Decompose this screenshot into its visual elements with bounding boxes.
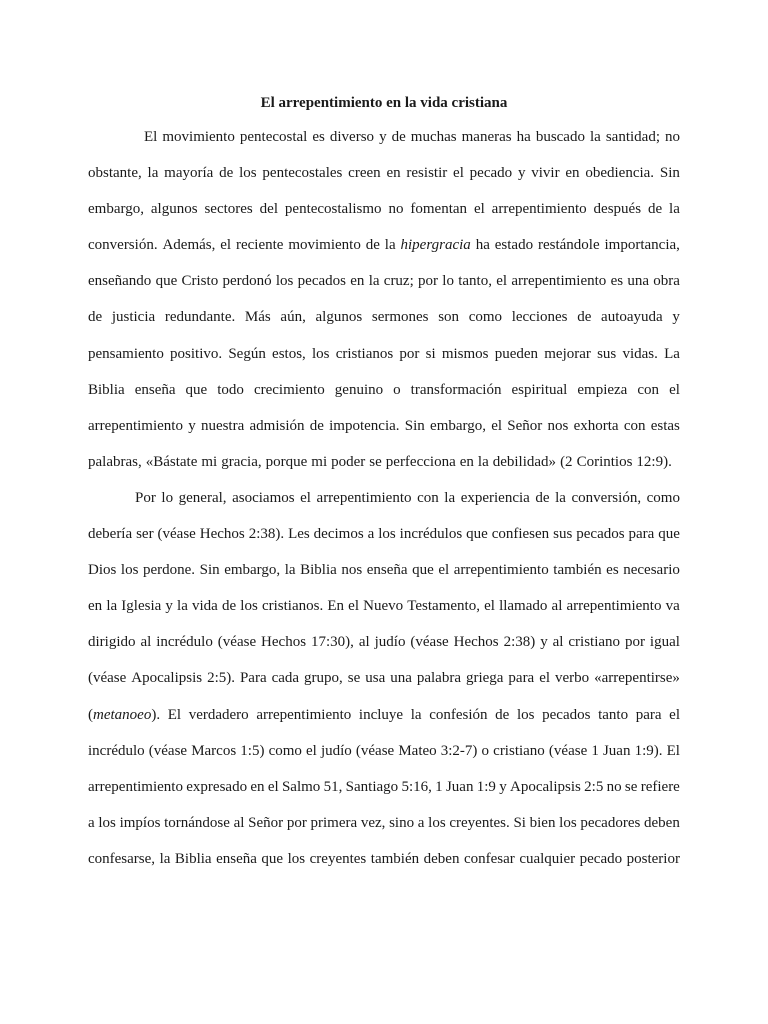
paragraph-1-line: embargo, algunos sectores del pentecostalismo no fomentan el arrepentimiento después de la xyxy=(88,201,680,218)
paragraph-2-line: (metanoeo). El verdadero arrepentimiento incluye la confesión de los pecados tanto para el xyxy=(88,706,680,723)
paragraph-2-line: Dios los perdone. Sin embargo, la Biblia nos enseña que el arrepentimiento también es necesario xyxy=(88,562,680,579)
paragraph-1-line: palabras, «Bástate mi gracia, porque mi poder se perfecciona en la debilidad» (2 Corintios 12:9). xyxy=(88,453,672,470)
paragraph-2-line: arrepentimiento expresado en el Salmo 51, Santiago 5:16, 1 Juan 1:9 y Apocalipsis 2:5 no se refiere xyxy=(88,778,680,795)
paragraph-2-line: a los impíos tornándose al Señor por primera vez, sino a los creyentes. Si bien los pecadores deben xyxy=(88,814,680,831)
document-body xyxy=(88,126,680,884)
paragraph-1-line: enseñando que Cristo perdonó los pecados en la cruz; por lo tanto, el arrepentimiento es una obra xyxy=(88,273,680,290)
paragraph-2-line: incrédulo (véase Marcos 1:5) como el judío (véase Mateo 3:2-7) o cristiano (véase 1 Juan 1:9). El xyxy=(88,742,680,759)
paragraph-1-line: Biblia enseña que todo crecimiento genuino o transformación espiritual empieza con el xyxy=(88,381,680,398)
paragraph-1-line: conversión. Además, el reciente movimiento de la hipergracia ha estado restándole importancia, xyxy=(88,237,680,254)
paragraph-1-line: pensamiento positivo. Según estos, los cristianos por si mismos pueden mejorar sus vidas. La xyxy=(88,345,680,362)
paragraph-2-line: Por lo general, asociamos el arrepentimiento con la experiencia de la conversión, como xyxy=(135,489,680,506)
paragraph-2-line: (véase Apocalipsis 2:5). Para cada grupo, se usa una palabra griega para el verbo «arrepentirse» xyxy=(88,670,680,687)
paragraph-2-line: en la Iglesia y la vida de los cristianos. En el Nuevo Testamento, el llamado al arrepentimiento va xyxy=(88,598,680,615)
paragraph-2-line: debería ser (véase Hechos 2:38). Les decimos a los incrédulos que confiesen sus pecados para que xyxy=(88,526,680,543)
paragraph-1-line: El movimiento pentecostal es diverso y de muchas maneras ha buscado la santidad; no xyxy=(144,129,680,145)
paragraph-1-line: de justicia redundante. Más aún, algunos sermones son como lecciones de autoayuda y xyxy=(88,309,680,326)
paragraph-2-line: confesarse, la Biblia enseña que los creyentes también deben confesar cualquier pecado posterior xyxy=(88,850,680,867)
paragraph-1-line: arrepentimiento y nuestra admisión de impotencia. Sin embargo, el Señor nos exhorta con estas xyxy=(88,417,680,434)
page-title: El arrepentimiento en la vida cristiana xyxy=(260,95,508,111)
paragraph-1-line: obstante, la mayoría de los pentecostales creen en resistir el pecado y vivir en obediencia. Sin xyxy=(88,165,680,182)
paragraph-2-line: dirigido al incrédulo (véase Hechos 17:30), al judío (véase Hechos 2:38) y al cristiano por igual xyxy=(88,634,680,651)
